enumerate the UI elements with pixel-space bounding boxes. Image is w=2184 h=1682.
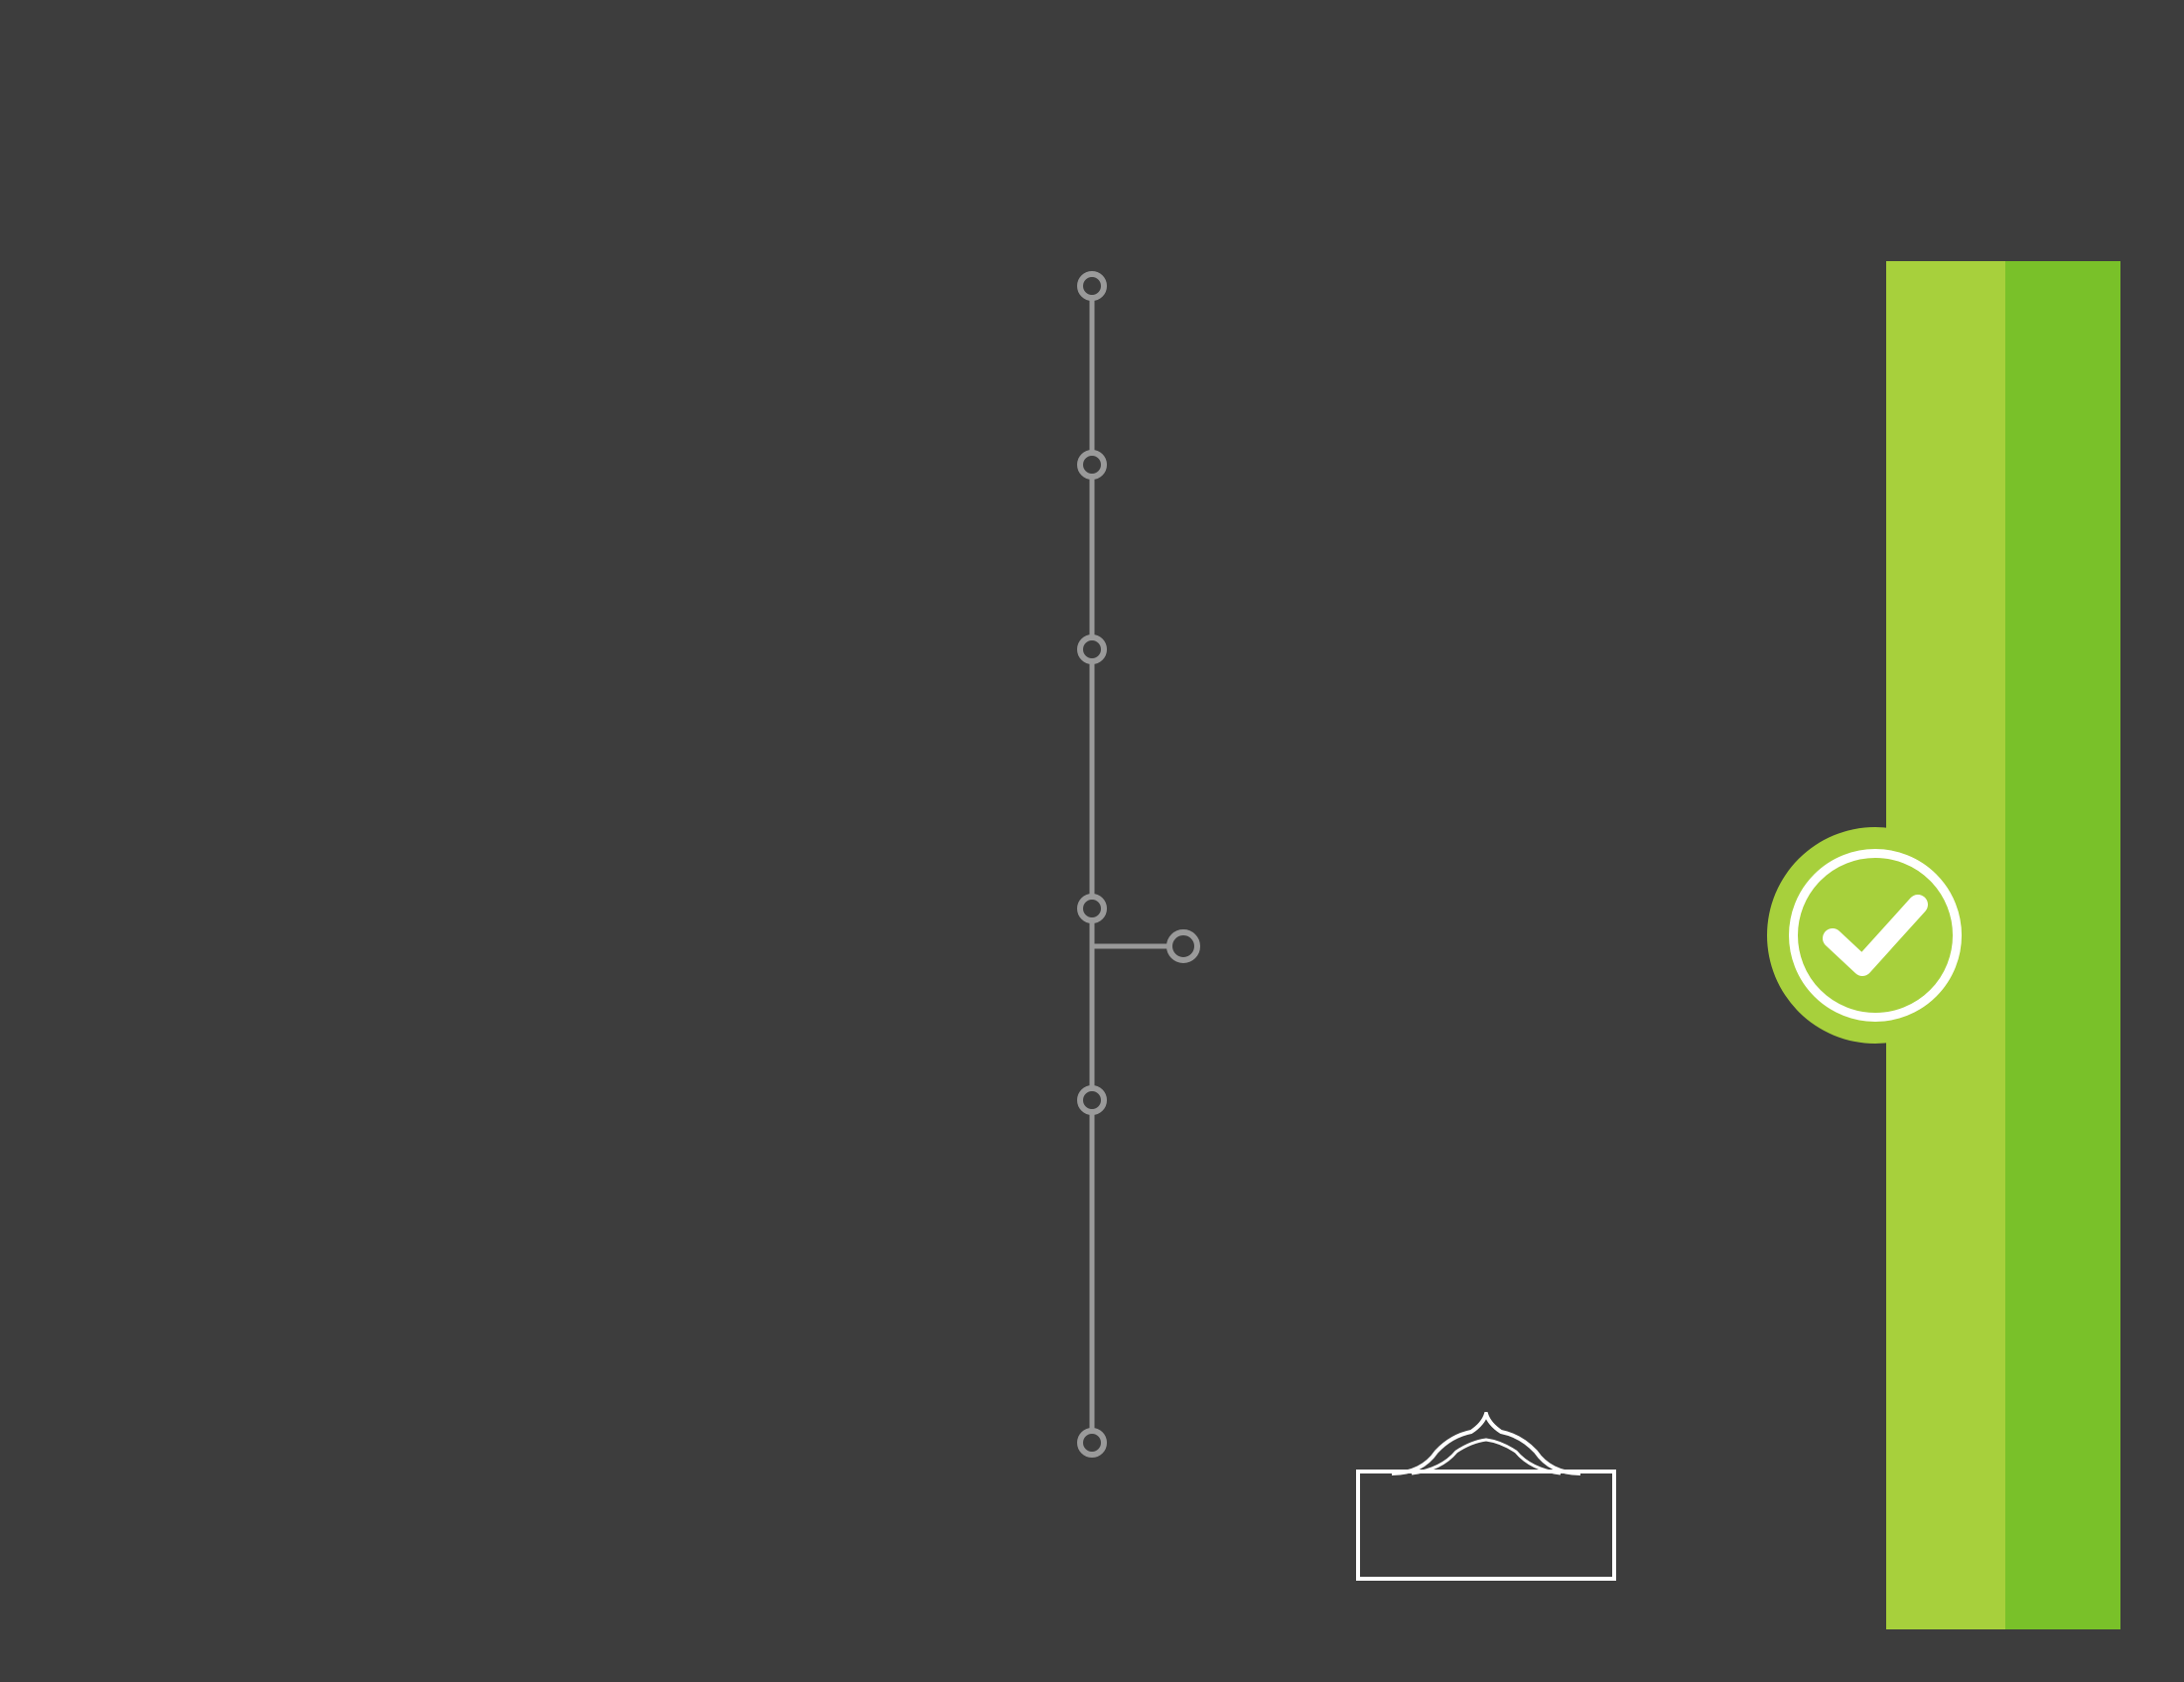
- green-bar-dark: [2005, 261, 2120, 1629]
- item-divider: [149, 856, 1003, 864]
- leader-logo: [1352, 1412, 1620, 1625]
- checkmark-icon: [1821, 891, 1930, 980]
- timeline-node: [1080, 453, 1104, 477]
- badge-ring: [1789, 849, 1962, 1022]
- timeline-node: [1080, 274, 1104, 298]
- logo-frame: [1356, 1470, 1616, 1581]
- connector-node: [1169, 932, 1197, 960]
- checkmark-badge: [1767, 827, 1983, 1044]
- item-divider: [149, 1042, 1003, 1050]
- timeline-node: [1080, 1088, 1104, 1112]
- timeline-node: [1080, 897, 1104, 920]
- item-divider: [149, 411, 1003, 419]
- timeline-node: [1080, 1431, 1104, 1455]
- item-divider: [149, 595, 1003, 603]
- item-divider: [149, 1385, 1003, 1393]
- timeline-node: [1080, 637, 1104, 661]
